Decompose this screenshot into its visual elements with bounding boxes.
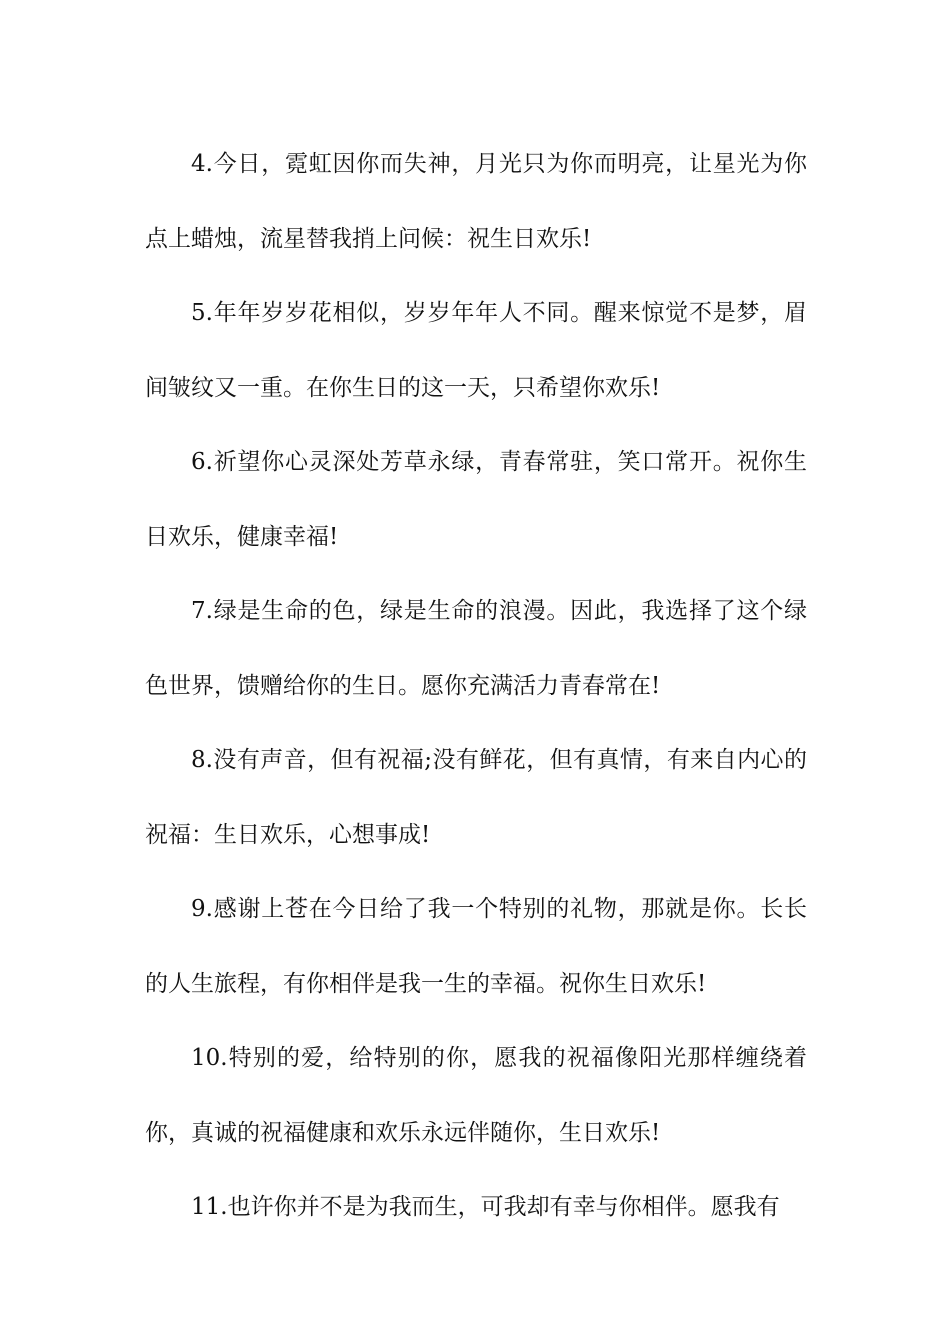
paragraph-4: 4.今日，霓虹因你而失神，月光只为你而明亮，让星光为你点上蜡烛，流星替我捎上问候：祝生日欢乐! xyxy=(145,151,807,252)
paragraph-5: 5.年年岁岁花相似，岁岁年年人不同。醒来惊觉不是梦，眉间皱纹又一重。在你生日的这一天，只希望你欢乐! xyxy=(145,300,807,401)
paragraph-6: 6.祈望你心灵深处芳草永绿，青春常驻，笑口常开。祝你生日欢乐，健康幸福! xyxy=(145,449,807,550)
paragraph-9: 9.感谢上苍在今日给了我一个特别的礼物，那就是你。长长的人生旅程，有你相伴是我一生的幸福。祝你生日欢乐! xyxy=(145,896,807,997)
paragraph-10: 10.特别的爱，给特别的你，愿我的祝福像阳光那样缠绕着你，真诚的祝福健康和欢乐永远伴随你，生日欢乐! xyxy=(145,1045,807,1146)
paragraph-11: 11.也许你并不是为我而生，可我却有幸与你相伴。愿我有 xyxy=(191,1194,780,1220)
document-body xyxy=(145,127,807,1245)
paragraph-8: 8.没有声音，但有祝福;没有鲜花，但有真情，有来自内心的祝福：生日欢乐，心想事成! xyxy=(145,747,807,848)
paragraph-7: 7.绿是生命的色，绿是生命的浪漫。因此，我选择了这个绿色世界，馈赠给你的生日。愿你充满活力青春常在! xyxy=(145,598,807,699)
